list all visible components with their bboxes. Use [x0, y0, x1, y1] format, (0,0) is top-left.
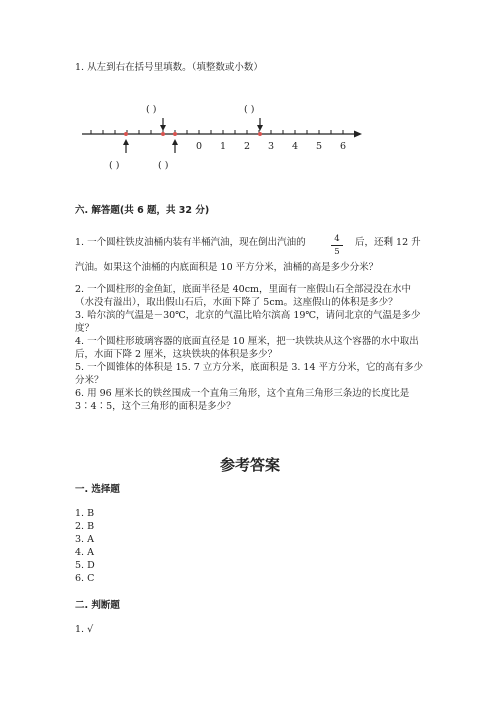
- number-line-tick-label: 0: [195, 141, 203, 152]
- answers-title: 参考答案: [219, 456, 280, 474]
- s6-q1-line-2: 汽油。如果这个油桶的内底面积是 10 平方分米，油桶的高是多少分米？: [75, 262, 379, 273]
- marker-point-b: [161, 132, 165, 136]
- choice-answer-2: 2. B: [75, 521, 95, 532]
- question-1-text: 1. 从左到右在括号里填数。（填整数或小数）: [75, 62, 263, 73]
- marker-point-d: [258, 132, 262, 136]
- top-bracket-2: ( ): [244, 104, 255, 115]
- choice-answer-4: 4. A: [75, 547, 94, 558]
- s6-question-6: 6. 用 96 厘米长的铁丝围成一个直角三角形，这个直角三角形三条边的长度比是 3∶4∶5，这个三角形的面积是多少？: [75, 388, 410, 412]
- top-bracket-1: ( ): [146, 104, 157, 115]
- choice-answer-6: 6. C: [75, 573, 95, 584]
- marker-point-a: [124, 132, 128, 136]
- number-line-tick-label: 5: [315, 141, 323, 152]
- fraction-denominator: 5: [334, 247, 340, 257]
- down-arrow-head-2: [257, 125, 263, 131]
- fraction-bar: [331, 245, 343, 246]
- s6-question-2: 2. 一个圆柱形的金鱼缸，底面半径是 40cm，里面有一座假山石全部浸没在水中（水没有溢出），取出假山石后，水面下降了 5cm。这座假山的体积是多少？: [75, 284, 412, 308]
- s6-q1-text-before: 1. 一个圆柱铁皮油桶内装有半桶汽油，现在倒出汽油的: [75, 237, 306, 248]
- number-line-tick-label: 1: [219, 141, 227, 152]
- section-6-heading: 六. 解答题(共 6 题，共 32 分): [75, 205, 210, 216]
- number-line-arrowhead: [354, 131, 362, 138]
- number-line-tick-label: 3: [267, 141, 275, 152]
- number-line-tick-label: 4: [291, 141, 299, 152]
- up-arrow-head-1: [123, 139, 129, 145]
- choice-answer-3: 3. A: [75, 534, 94, 545]
- choice-answer-5: 5. D: [75, 560, 95, 571]
- judge-section-heading: 二. 判断题: [75, 600, 120, 611]
- choice-section-heading: 一. 选择题: [75, 484, 120, 495]
- number-line-tick-label: 2: [243, 141, 251, 152]
- fraction-numerator: 4: [334, 234, 340, 244]
- marker-point-c: [173, 132, 177, 136]
- number-line-tick-label: 6: [339, 141, 347, 152]
- fraction-four-fifths: [331, 234, 343, 257]
- s6-question-5: 5. 一个圆锥体的体积是 15. 7 立方分米，底面积是 3. 14 平方分米，它的高有多少分米？: [75, 362, 424, 386]
- judge-answer-1: 1. √: [75, 624, 94, 635]
- s6-q1-text-after: 后，还剩 12 升: [355, 237, 421, 248]
- bottom-bracket-1: ( ): [109, 160, 120, 171]
- s6-question-4: 4. 一个圆柱形玻璃容器的底面直径是 10 厘米，把一块铁块从这个容器的水中取出后，水面下降 2 厘米，这块铁块的体积是多少？: [75, 336, 419, 360]
- choice-answer-1: 1. B: [75, 508, 95, 519]
- up-arrow-head-2: [172, 139, 178, 145]
- s6-question-3: 3. 哈尔滨的气温是－30℃，北京的气温比哈尔滨高 19℃，请问北京的气温是多少度？: [75, 310, 421, 334]
- bottom-bracket-2: ( ): [158, 160, 169, 171]
- down-arrow-head-1: [160, 125, 166, 131]
